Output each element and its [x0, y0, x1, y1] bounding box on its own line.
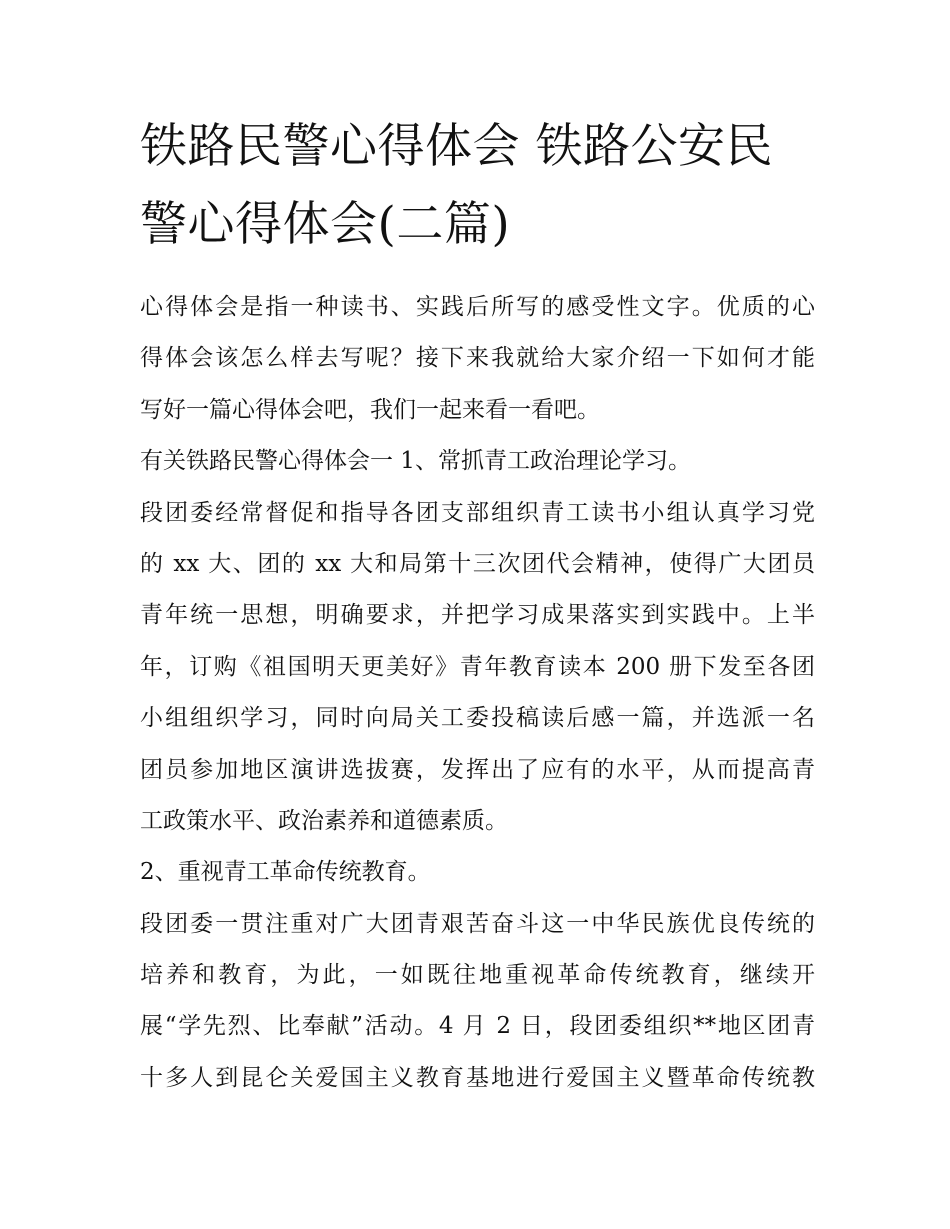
body-line: 青年统一思想，明确要求，并把学习成果落实到实践中。上半 — [140, 602, 815, 629]
body-line: 心得体会是指一种读书、实践后所写的感受性文字。优质的心 — [140, 294, 815, 320]
document-content — [140, 108, 815, 1104]
body-line: 段团委经常督促和指导各团支部组织青工读书小组认真学习党 — [140, 499, 815, 526]
body-line: 的 xx 大、团的 xx 大和局第十三次团代会精神，使得广大团员 — [140, 550, 815, 577]
body-line: 培养和教育，为此，一如既往地重视革命传统教育，继续开 — [140, 962, 815, 989]
document-title — [140, 108, 815, 264]
body-line: 得体会该怎么样去写呢？接下来我就给大家介绍一下如何才能 — [140, 345, 815, 372]
body-line: 写好一篇心得体会吧，我们一起来看一看吧。 — [140, 396, 600, 423]
document-body — [140, 282, 815, 1104]
body-line: 小组组织学习，同时向局关工委投稿读后感一篇，并选派一名 — [140, 705, 815, 732]
body-line: 段团委一贯注重对广大团青艰苦奋斗这一中华民族优良传统的 — [140, 910, 815, 937]
body-line: 十多人到昆仑关爱国主义教育基地进行爱国主义暨革命传统教 — [140, 1064, 815, 1091]
body-line: 有关铁路民警心得体会一 1、常抓青工政治理论学习。 — [140, 448, 691, 475]
body-line: 展“学先烈、比奉献”活动。4 月 2 日，段团委组织**地区团青 — [140, 1013, 815, 1040]
body-line: 工政策水平、政治素养和道德素质。 — [140, 807, 508, 834]
title-line-1: 铁路民警心得体会 铁路公安民 — [140, 119, 773, 174]
body-line: 2、重视青工革命传统教育。 — [140, 859, 431, 886]
body-line: 团员参加地区演讲选拔赛，发挥出了应有的水平，从而提高青 — [140, 756, 815, 783]
title-line-2: 警心得体会(二篇) — [140, 197, 511, 252]
body-line: 年，订购《祖国明天更美好》青年教育读本 200 册下发至各团 — [140, 653, 815, 680]
